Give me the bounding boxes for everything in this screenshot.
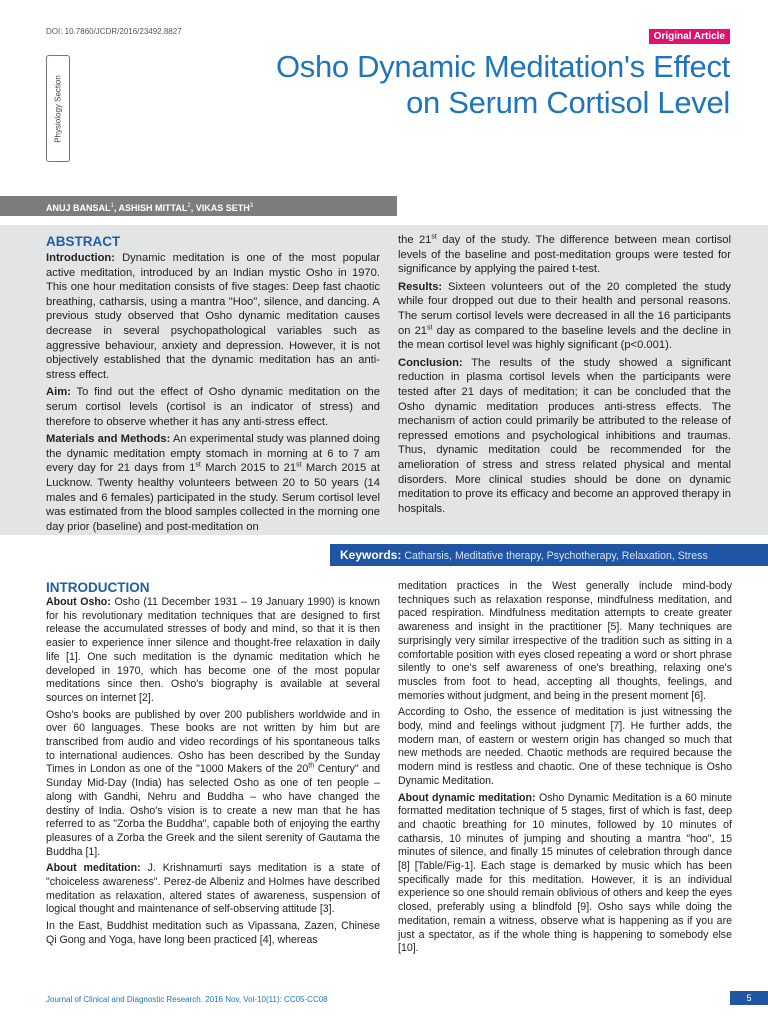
- author-affiliation: 2: [187, 203, 191, 209]
- body-right-column: [398, 580, 732, 956]
- conclusion-text: The results of the study showed a significant reduction in plasma cortisol levels when the participants were tested after 21 days of meditation; it can be concluded that the Osho dynamic meditation produces anti-stress effects. The mechanism of action could primarily be attributed to the release of repressed emotions and psychological inhibitions and traumas. Thus, dynamic meditation could be recommended for the amelioration of stress and stress related physical and mental disorders. More clinical studies should be done on dynamic meditation to prove its efficacy and become an approved therapy in hospitals.: [398, 356, 732, 515]
- page-number: 5: [730, 991, 768, 1005]
- intro-text: Dynamic meditation is one of the most popular active meditation, introduced by an Indian mystic Osho in 1970. This one hour meditation consists of five stages: Deep fast chaotic breathing, catharsis, using a mantra "Hoo", silence, and dancing. A previous study observed that Osho dynamic meditation causes decrease in several psychopathological variables such as aggressive behaviour, anxiety and depression. However, it is not objectively established that the dynamic meditation has an anti-stress effect.: [46, 252, 380, 381]
- abstract-right-column: [398, 233, 731, 516]
- keywords-values: Catharsis, Meditative therapy, Psychotherapy, Relaxation, Stress: [404, 550, 708, 562]
- methods-cont-text: the 21: [398, 234, 432, 246]
- results-label: Results:: [398, 280, 443, 293]
- footer-journal-citation: Journal of Clinical and Diagnostic Research. 2016 Nov, Vol-10(11): CC05-CC08: [46, 995, 328, 1004]
- about-osho-paragraph: [46, 596, 380, 706]
- intro-label: Introduction:: [46, 252, 115, 264]
- article-type-badge: Original Article: [649, 29, 730, 44]
- methods-cont-text: day of the study. The difference between mean cortisol levels of the baseline and post-meditation groups were tested for significance by applying the paired t-test.: [398, 234, 731, 276]
- ordinal-sup: st: [427, 323, 433, 331]
- abstract-introduction: [46, 251, 380, 382]
- doi-line: DOI: 10.7860/JCDR/2016/23492.8827: [46, 27, 182, 36]
- abstract-left-column: [46, 234, 380, 534]
- paragraph-text: Osho's books are published by over 200 publishers worldwide and in over 60 languages. These books are not written by him but are transcribed from audio and video recordings of his spontaneous talks to international audiences. Osho has been described by the Sunday Times in London as one of the "1000 Makers of the 20: [46, 708, 380, 776]
- abstract-methods: [46, 432, 380, 534]
- introduction-heading: INTRODUCTION: [46, 580, 150, 595]
- results-text: Sixteen volunteers out of the 20 completed the study while four dropped out due to their health and personal reasons. The serum cortisol levels were decreased in all the 16 participants on 21: [398, 280, 731, 337]
- aim-text: To find out the effect of Osho dynamic meditation on the serum cortisol levels (cortisol is an indicator of stress) and therefore to observe whether it has any anti-stress effect.: [46, 386, 380, 428]
- author-name: VIKAS SETH: [195, 203, 250, 213]
- abstract-aim: [46, 385, 380, 429]
- authors-bar: ANUJ BANSAL$^1$, ASHISH MITTAL$^2$, VIKAS SETH$^3$: [0, 196, 397, 216]
- conclusion-label: Conclusion:: [398, 356, 463, 369]
- author-name: ANUJ BANSAL: [46, 203, 111, 213]
- methods-text: An experimental study was planned doing the dynamic meditation empty stomach in morning at 6 to 7 am every day for 21 days from 1: [46, 433, 380, 475]
- osho-essence-paragraph: According to Osho, the essence of meditation is just witnessing the body, mind and feelings without judgment [7]. He further adds, the modern man, of eastern or western origin has changed so much that new methods are needed. Chaotic methods are required because the modern mind is restless and chaotic. One of these technique is Osho Dynamic Meditation.: [398, 706, 732, 787]
- keywords-label: Keywords:: [340, 548, 402, 562]
- paragraph-text: Century" and Sunday Mid-Day (India) has selected Osho as one of ten people – along with Gandhi, Nehru and Buddha – who have changed the destiny of India. Osho's vision is to create a new man that he has referred to as "Zorba the Buddha", capable both of enjoying the earthy pleasures of a Zorba the Greek and the silent serenity of Gautama the Buddha [1].: [46, 763, 381, 858]
- ordinal-sup: st: [296, 461, 302, 469]
- methods-text: March 2015 at Lucknow. Twenty healthy volunteers between 20 to 50 years (14 males and 6 females) participated in the study. Serum cortisol level was estimated from the blood samples collected in the morning one day prior (baseline) and post-meditation on: [46, 462, 380, 533]
- title-line-1: Osho Dynamic Meditation's Effect: [275, 49, 730, 84]
- abstract-results: [398, 280, 731, 353]
- abstract-heading: ABSTRACT: [46, 234, 121, 249]
- methods-text: March 2015 to 21: [200, 462, 297, 475]
- author-affiliation: 1: [110, 203, 114, 209]
- ordinal-sup: st: [195, 461, 201, 469]
- east-meditation-paragraph: In the East, Buddhist meditation such as Vipassana, Zazen, Chinese Qi Gong and Yoga, have long been practiced [4], whereas: [46, 920, 380, 946]
- author-name: ASHISH MITTAL: [118, 203, 188, 213]
- abstract-conclusion: [398, 356, 731, 517]
- paragraph-text: Osho (11 December 1931 – 19 January 1990) is known for his revolutionary meditation techniques that are designed to first release the accumulated stresses of body and mind, so that it is then easier to experience inner silence and thought-free relaxation in daily life [1]. One such meditation is the dynamic meditation which he developed in 1970, which has become one of the most popular meditations since then. Osho's biography is available at several sources on internet [2].: [46, 596, 380, 704]
- about-meditation-label: About meditation:: [46, 862, 141, 875]
- about-osho-label: About Osho:: [46, 596, 111, 608]
- osho-books-paragraph: [46, 709, 380, 860]
- ordinal-sup: th: [308, 762, 315, 770]
- methods-label: Materials and Methods:: [46, 433, 171, 446]
- paragraph-text: J. Krishnamurti says meditation is a state of "choiceless awareness". Perez-de Albeniz and Holmes have described meditation as relaxation, altered states of awareness, suspension of logical thought and maintenance of self-observing attitude [3].: [46, 862, 381, 916]
- abstract-methods-continued: [398, 233, 731, 277]
- section-tab: [46, 55, 70, 162]
- article-title: [170, 49, 730, 121]
- dynamic-meditation-paragraph: [398, 792, 732, 956]
- results-text: day as compared to the baseline levels and the decline in the mean cortisol level was highly significant (p<0.001).: [398, 324, 731, 352]
- body-left-column: [46, 580, 380, 948]
- dynamic-meditation-label: About dynamic meditation:: [398, 791, 536, 804]
- paragraph-text: Osho Dynamic Meditation is a 60 minute formatted meditation technique of 5 stages, first of which is fast, deep and chaotic breathing for 10 minutes, followed by 10 minutes of catharsis, 10 minutes of jumping and shouting a mantra "hoo", 15 minutes of silence, and finally 15 minutes of celebration through dance [8] [Table/Fig-1]. Each stage is demarked by music which has been specifically made for this meditation. However, it is an individual experience so one should remain oblivious of others and keep the eyes closed, preferably using a blindfold [9]. Osho says while doing the meditation, remain a witness, observe what is happening as if you are just a spectator, as if the whole thing is happening to somebody else [10].: [398, 791, 733, 955]
- section-label: Physiology Section: [53, 74, 63, 143]
- keywords-bar: [330, 544, 768, 566]
- west-meditation-paragraph: meditation practices in the West generally include mind-body techniques such as relaxation response, mindfulness meditation, and paced respiration. Mindfulness meditation attempts to create greater awareness and insight in the practitioner [5]. Many techniques are surprisingly very similar irrespective of the tradition such as sitting in a comfortable position with eyes closed repeating a word or short phrase silently to one's self awareness of one's breathing, relaxing one's muscles from foot to head, accepting all thoughts, feelings, and memories without judgment, and being in the present moment [6].: [398, 580, 732, 702]
- aim-label: Aim:: [46, 386, 71, 399]
- ordinal-sup: st: [431, 233, 437, 241]
- title-line-2: on Serum Cortisol Level: [406, 85, 730, 120]
- author-affiliation: 3: [249, 203, 254, 209]
- about-meditation-paragraph: [46, 862, 380, 917]
